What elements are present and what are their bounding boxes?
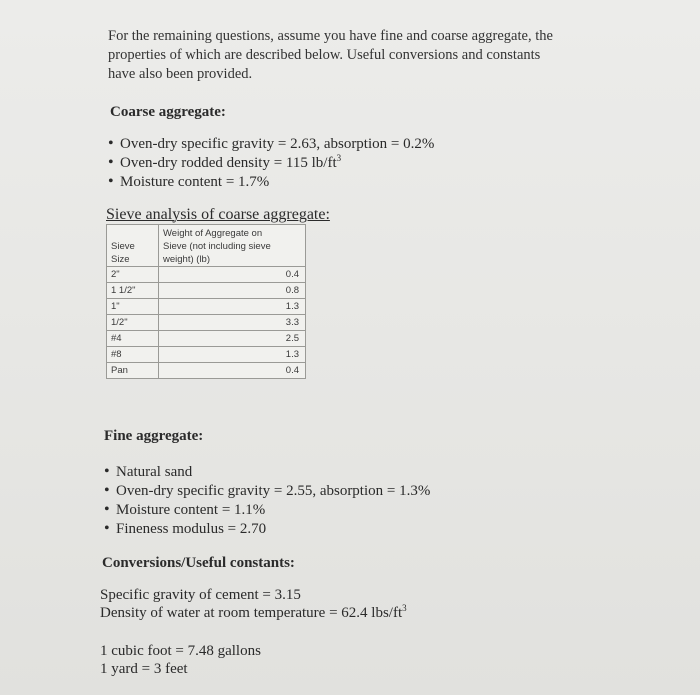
table-row — [107, 363, 306, 379]
intro-paragraph — [108, 27, 588, 84]
weight-cell: 2.5 — [159, 331, 306, 347]
weight-cell: 0.4 — [159, 267, 306, 283]
header-line: Size — [111, 254, 130, 265]
coarse-aggregate-heading: Coarse aggregate: — [110, 104, 226, 120]
sieve-analysis-table — [106, 224, 306, 379]
weight-cell: 0.4 — [159, 363, 306, 379]
list-item-text: Oven-dry specific gravity = 2.55, absorption = 1.3% — [116, 483, 431, 499]
table-row — [107, 299, 306, 315]
sieve-analysis-title-text: Sieve analysis of coarse aggregate: — [106, 206, 330, 223]
sieve-size-cell: 1 1/2" — [107, 283, 159, 299]
list-item-text: Moisture content = 1.7% — [120, 174, 270, 190]
sieve-size-cell: Pan — [107, 363, 159, 379]
superscript: 3 — [336, 153, 342, 163]
sieve-size-cell: 1" — [107, 299, 159, 315]
table-header-row — [107, 225, 306, 267]
constant-line: Specific gravity of cement = 3.15 — [100, 587, 301, 603]
fine-aggregate-list — [104, 462, 430, 538]
table-row — [107, 267, 306, 283]
sieve-size-cell: 2" — [107, 267, 159, 283]
intro-line: properties of which are described below. Useful conversions and constants — [108, 47, 541, 63]
list-item — [104, 519, 430, 538]
list-item — [104, 462, 430, 481]
weight-cell: 1.3 — [159, 299, 306, 315]
header-line: weight) (lb) — [163, 254, 210, 265]
list-item-text: Moisture content = 1.1% — [116, 502, 266, 518]
constant-text: Density of water at room temperature = 62.4 lbs/ft — [100, 605, 403, 621]
list-item — [108, 172, 434, 191]
table-row — [107, 331, 306, 347]
column-header-weight — [159, 225, 306, 267]
list-item — [104, 500, 430, 519]
fine-aggregate-heading: Fine aggregate: — [104, 428, 204, 444]
list-item-text: Fineness modulus = 2.70 — [116, 521, 267, 537]
column-header-sieve-size — [107, 225, 159, 267]
intro-line: For the remaining questions, assume you have fine and coarse aggregate, the — [108, 28, 553, 44]
table-row — [107, 315, 306, 331]
list-item — [104, 481, 430, 500]
constant-line — [100, 604, 407, 622]
list-item-text: Natural sand — [116, 464, 193, 480]
table-row — [107, 347, 306, 363]
list-item — [108, 134, 434, 153]
conversion-line: 1 cubic foot = 7.48 gallons — [100, 643, 261, 659]
table-row — [107, 283, 306, 299]
header-line: Weight of Aggregate on — [163, 228, 263, 239]
conversion-line: 1 yard = 3 feet — [100, 661, 188, 677]
constants-block — [100, 586, 407, 622]
list-item-text: Oven-dry rodded density = 115 lb/ft — [120, 155, 337, 171]
sieve-size-cell: #4 — [107, 331, 159, 347]
conversions-block — [100, 642, 261, 678]
sieve-size-cell: 1/2" — [107, 315, 159, 331]
coarse-aggregate-list — [108, 134, 434, 191]
list-item-text: Oven-dry specific gravity = 2.63, absorption = 0.2% — [120, 136, 435, 152]
weight-cell: 0.8 — [159, 283, 306, 299]
intro-line: have also been provided. — [108, 66, 253, 82]
header-line: Sieve — [111, 241, 135, 252]
sieve-analysis-title — [106, 206, 330, 224]
weight-cell: 1.3 — [159, 347, 306, 363]
superscript: 3 — [402, 603, 407, 613]
header-line: Sieve (not including sieve — [163, 241, 271, 252]
conversions-heading: Conversions/Useful constants: — [102, 555, 295, 571]
sieve-size-cell: #8 — [107, 347, 159, 363]
list-item — [108, 153, 434, 172]
weight-cell: 3.3 — [159, 315, 306, 331]
